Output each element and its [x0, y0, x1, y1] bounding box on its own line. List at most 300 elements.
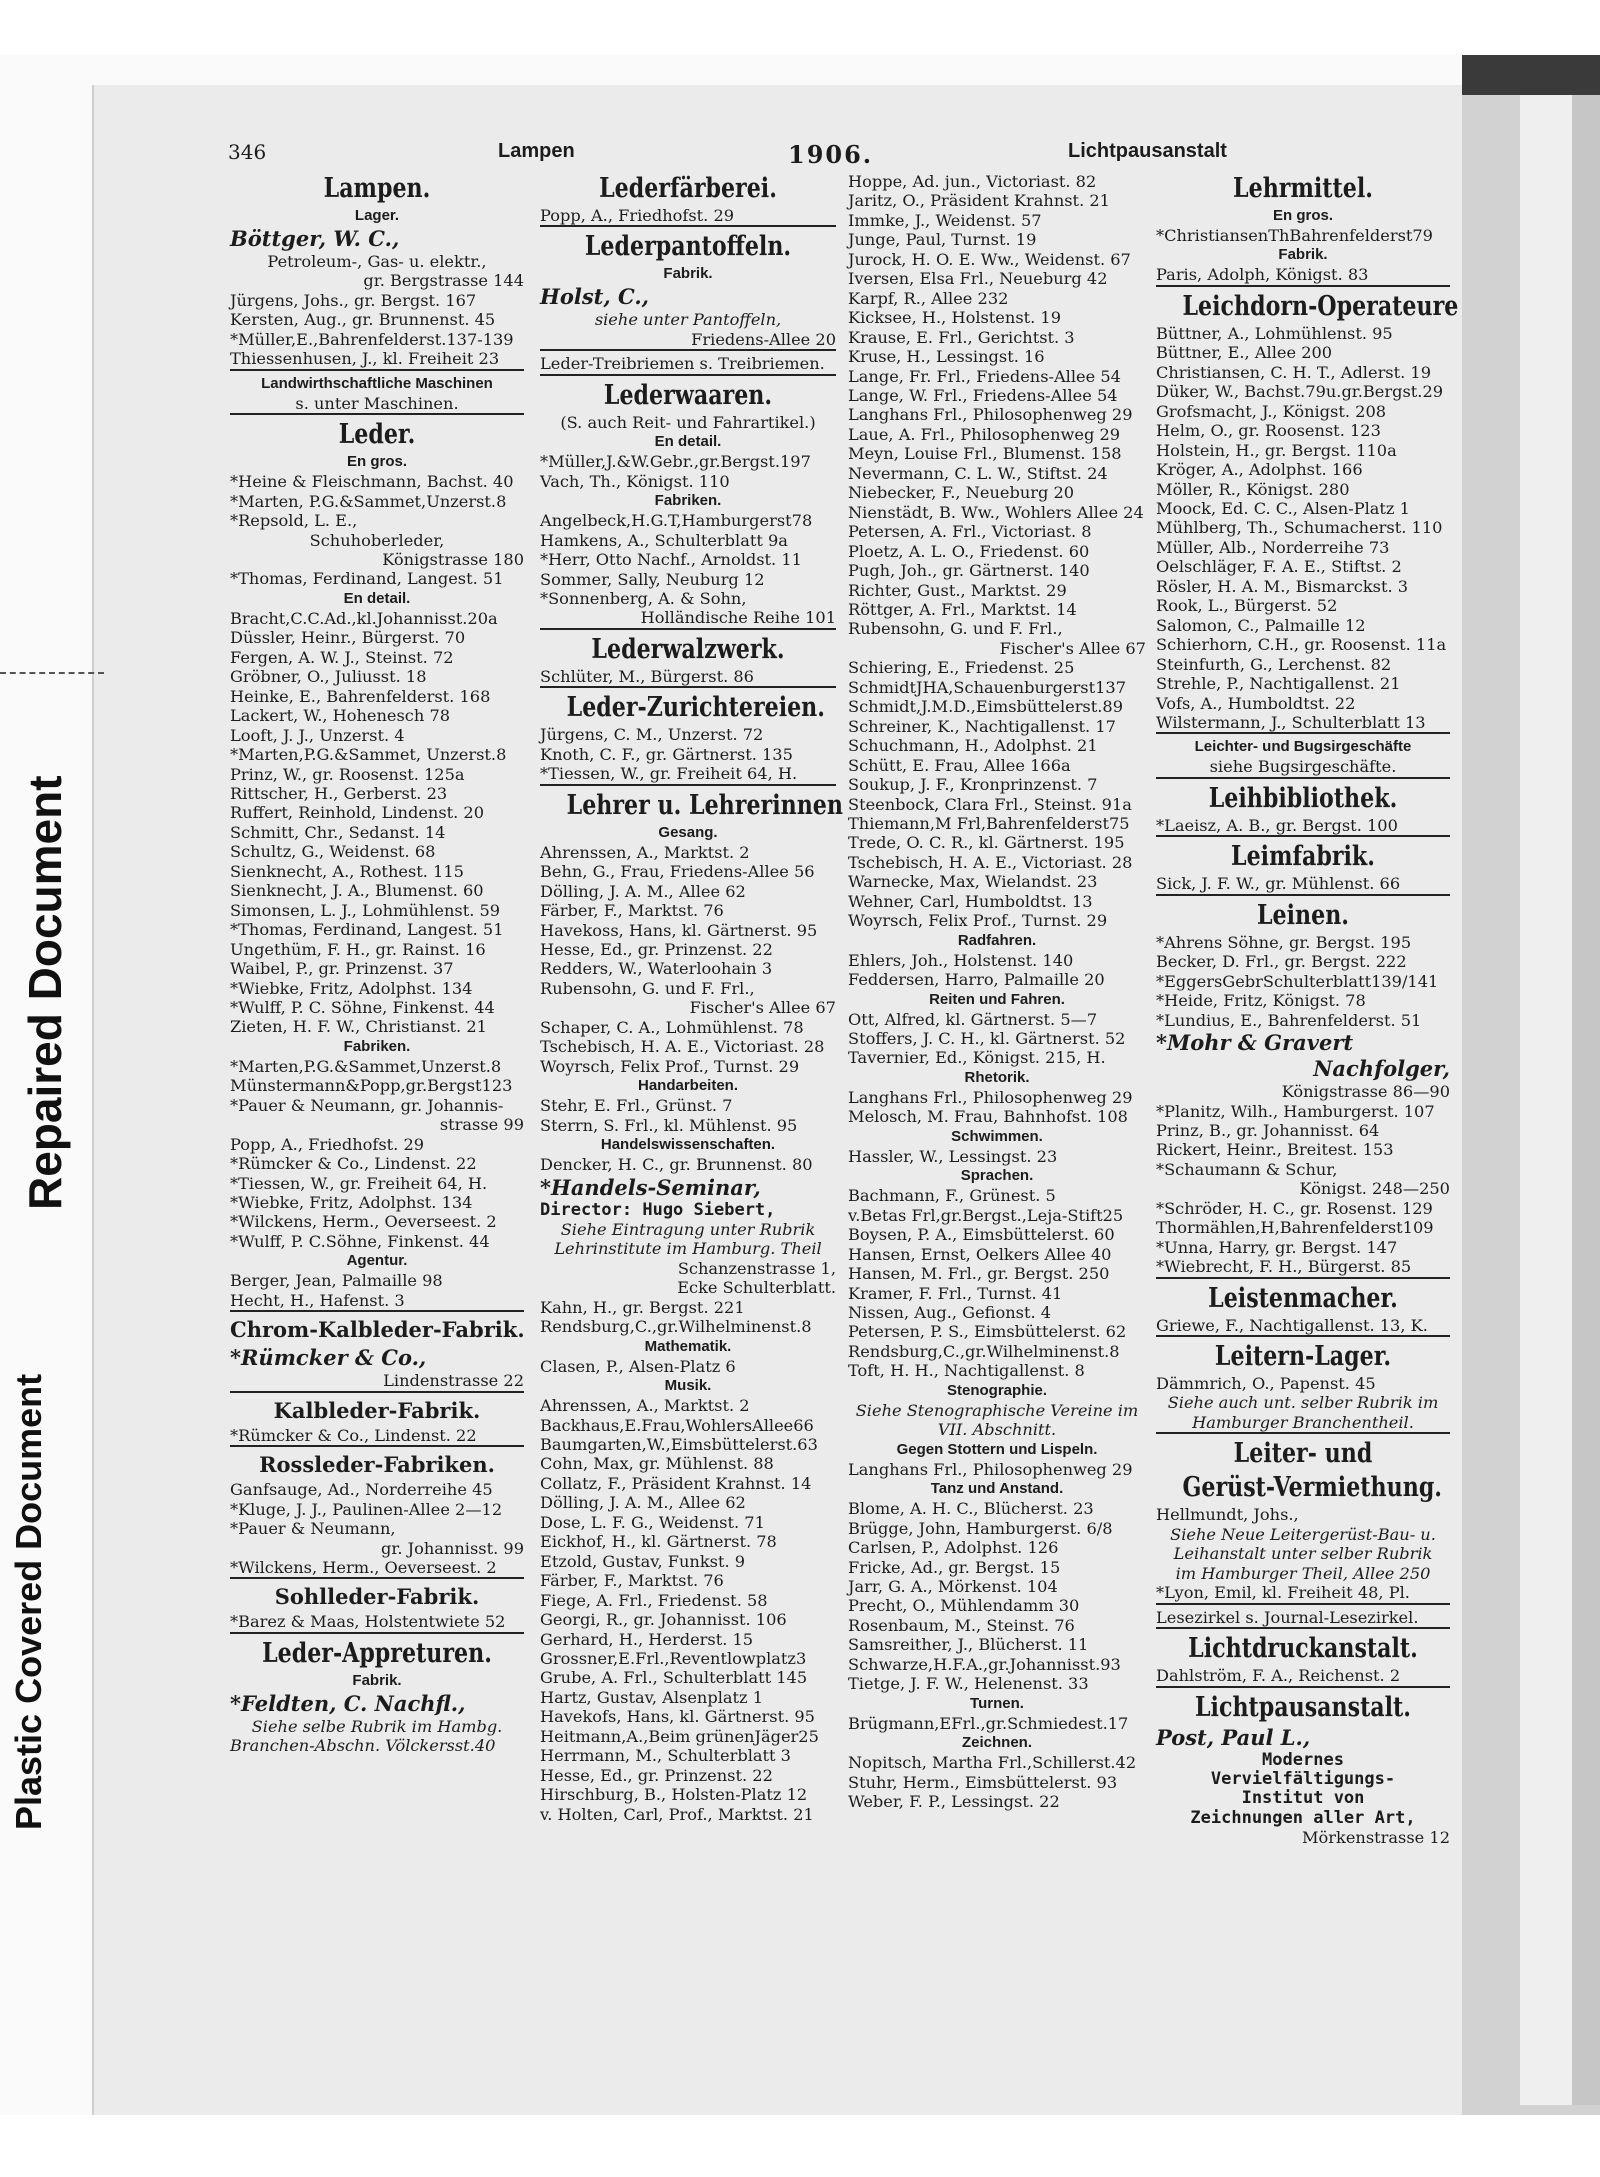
entry-line: Röttger, A. Frl., Marktst. 14 — [848, 599, 1077, 619]
entry-line: Eickhof, H., kl. Gärtnerst. 78 — [540, 1532, 777, 1552]
section-heading: Lederwalzwerk. — [591, 633, 785, 665]
entry-line: Fischer's Allee 67 — [999, 638, 1146, 658]
entry-line: Redders, W., Waterloohain 3 — [540, 959, 773, 979]
section-heading: Lederwaaren. — [603, 379, 773, 411]
entry-line: Immke, J., Weidenst. 57 — [848, 210, 1042, 230]
entry-line: Büttner, A., Lohmühlenst. 95 — [1156, 323, 1393, 343]
entry-line: Schaper, C. A., Lohmühlenst. 78 — [540, 1017, 804, 1037]
entry-line: Dölling, J. A. M., Allee 62 — [540, 881, 746, 901]
entry-line: Clasen, P., Alsen-Platz 6 — [540, 1356, 736, 1376]
subsection-heading: En gros. — [346, 453, 407, 471]
entry-line: Boysen, P. A., Eimsbüttelerst. 60 — [848, 1225, 1115, 1245]
entry-line: Krause, E. Frl., Gerichtst. 3 — [848, 327, 1075, 347]
entry-line: Kahn, H., gr. Bergst. 221 — [540, 1297, 745, 1317]
entry-line: *Ahrens Söhne, gr. Bergst. 195 — [1156, 932, 1412, 952]
entry-line: Moock, Ed. C. C., Alsen-Platz 1 — [1156, 498, 1410, 518]
entry-line: *Wiebke, Fritz, Adolphst. 134 — [230, 978, 473, 998]
entry-line: Georgi, R., gr. Johannisst. 106 — [540, 1610, 787, 1630]
subsection-heading: Musik. — [664, 1377, 712, 1395]
subsection-heading: Mathematik. — [644, 1337, 732, 1355]
entry-line: Dose, L. F. G., Weidenst. 71 — [540, 1512, 765, 1532]
plastic-covered-label: Plastic Covered Document — [8, 1373, 49, 1830]
subsection-heading: Sprachen. — [960, 1167, 1034, 1185]
entry-line: Rosenbaum, M., Steinst. 76 — [848, 1615, 1075, 1635]
entry-line: Ott, Alfred, kl. Gärtnerst. 5—7 — [848, 1009, 1098, 1029]
entry-line: Cohn, Max, gr. Mühlenst. 88 — [540, 1454, 774, 1474]
entry-line: Becker, D. Frl., gr. Bergst. 222 — [1156, 952, 1407, 972]
entry-line: *Laeisz, A. B., gr. Bergst. 100 — [1156, 816, 1450, 837]
entry-line: Büttner, E., Allee 200 — [1156, 343, 1333, 363]
entry-line: Schiering, E., Friedenst. 25 — [848, 658, 1075, 678]
entry-line: Grube, A. Frl., Schulterblatt 145 — [540, 1668, 808, 1688]
subsection-heading: Handarbeiten. — [637, 1077, 739, 1095]
section-heading: Leihbibliothek. — [1208, 782, 1398, 814]
advertisement-line: Holst, C., — [540, 284, 649, 310]
entry-line: Mühlberg, Th., Schumacherst. 110 — [1156, 518, 1443, 538]
entry-line: Kröger, A., Adolphst. 166 — [1156, 460, 1363, 480]
subsection-heading: Fabrik. — [352, 1671, 402, 1689]
entry-line: Siehe Eintragung unter Rubrik — [560, 1219, 816, 1239]
entry-line: Havekofs, Hans, kl. Gärtnerst. 95 — [540, 1707, 815, 1727]
entry-line: Wilstermann, J., Schulterblatt 13 — [1156, 713, 1450, 734]
entry-line: Königst. 248—250 — [1299, 1179, 1450, 1199]
entry-line: Herrmann, M., Schulterblatt 3 — [540, 1746, 791, 1766]
entry-line: Leihanstalt unter selber Rubrik — [1173, 1544, 1433, 1564]
entry-line: Siehe auch unt. selber Rubrik im — [1167, 1393, 1439, 1413]
entry-line: Gerhard, H., Herderst. 15 — [540, 1629, 754, 1649]
entry-line: Grossner,E.Frl.,Reventlowplatz3 — [540, 1649, 807, 1669]
entry-line: *Rümcker & Co., Lindenst. 22 — [230, 1154, 477, 1174]
entry-line: Heitmann,A.,Beim grünenJäger25 — [540, 1726, 819, 1746]
entry-line: Simonsen, L. J., Lohmühlenst. 59 — [230, 900, 501, 920]
section-heading: Lederpantoffeln. — [584, 231, 792, 263]
entry-line: Hirschburg, B., Holsten-Platz 12 — [540, 1785, 808, 1805]
entry-line: Schreiner, K., Nachtigallenst. 17 — [848, 716, 1116, 736]
entry-line: Laue, A. Frl., Philosophenweg 29 — [848, 424, 1121, 444]
entry-line: Brügge, John, Hamburgerst. 6/8 — [848, 1518, 1113, 1538]
entry-line: Hesse, Ed., gr. Prinzenst. 22 — [540, 1765, 773, 1785]
entry-line: Behn, G., Frau, Friedens-Allee 56 — [540, 862, 815, 882]
entry-line: Salomon, C., Palmaille 12 — [1156, 615, 1366, 635]
advertisement-line: Director: Hugo Siebert, — [540, 1199, 776, 1220]
entry-line: strasse 99 — [439, 1115, 524, 1135]
entry-line: Rubensohn, G. und F. Frl., — [540, 978, 755, 998]
entry-line: Jurock, H. O. E. Ww., Weidenst. 67 — [848, 249, 1131, 269]
binding-corner — [1462, 55, 1600, 95]
entry-line: *EggersGebrSchulterblatt139/141 — [1156, 971, 1439, 991]
section-heading: Lederfärberei. — [599, 173, 777, 204]
entry-line: Kersten, Aug., gr. Brunnenst. 45 — [230, 310, 496, 330]
entry-line: Ahrenssen, A., Marktst. 2 — [540, 1396, 750, 1416]
entry-line: Dölling, J. A. M., Allee 62 — [540, 1493, 746, 1513]
entry-line: *Schröder, H. C., gr. Rosenst. 129 — [1156, 1198, 1433, 1218]
entry-line: Stuhr, Herm., Eimsbüttelerst. 93 — [848, 1772, 1118, 1792]
entry-line: Färber, F., Marktst. 76 — [540, 901, 724, 921]
entry-line: Waibel, P., gr. Prinzenst. 37 — [230, 959, 454, 979]
advertisement-line: Böttger, W. C., — [230, 226, 400, 251]
entry-line: Tschebisch, H. A. E., Victoriast. 28 — [848, 852, 1133, 872]
entry-line: Popp, A., Friedhofst. 29 — [540, 206, 836, 227]
entry-line: Rickert, Heinr., Breitest. 153 — [1156, 1140, 1394, 1160]
entry-line: Sienknecht, J. A., Blumenst. 60 — [230, 881, 484, 901]
entry-line: *Schaumann & Schur, — [1156, 1159, 1338, 1179]
entry-line: *Müller,E.,Bahrenfelderst.137-139 — [230, 329, 514, 349]
entry-line: *Marten,P.G.&Sammet, Unzerst.8 — [230, 745, 507, 765]
entry-line: SchmidtJHA,Schauenburgerst137 — [848, 677, 1126, 697]
subsection-heading: En detail. — [654, 433, 722, 451]
subsection-heading: Leichter- und Bugsirgeschäfte — [1194, 738, 1412, 756]
subsection-heading: Fabriken. — [343, 1037, 411, 1055]
subsection-heading: Lager. — [354, 207, 400, 224]
entry-line: Dencker, H. C., gr. Brunnenst. 80 — [540, 1155, 813, 1175]
directory-column-4 — [1156, 172, 1459, 1848]
entry-line: *Wulff, P. C.Söhne, Finkenst. 44 — [230, 1231, 490, 1251]
entry-line: *Thomas, Ferdinand, Langest. 51 — [230, 569, 504, 589]
section-heading: Leder. — [338, 419, 416, 451]
entry-line: Fiege, A. Frl., Friedenst. 58 — [540, 1590, 768, 1610]
entry-line: Zieten, H. F. W., Christianst. 21 — [230, 1017, 487, 1037]
entry-line: v.Betas Frl,gr.Bergst.,Leja-Stift25 — [848, 1205, 1124, 1225]
entry-line: Schmidt,J.M.D.,Eimsbüttelerst.89 — [848, 697, 1123, 717]
entry-line: Schütt, E. Frau, Allee 166a — [848, 755, 1071, 775]
entry-line: *Lundius, E., Bahrenfelderst. 51 — [1156, 1010, 1422, 1030]
section-heading: Gerüst-Vermiethung. — [1182, 1472, 1443, 1504]
entry-line: Stehr, E. Frl., Grünst. 7 — [540, 1096, 733, 1116]
entry-line: Branchen-Abschn. Völckersst.40 — [230, 1736, 496, 1756]
entry-line: *Wiebke, Fritz, Adolphst. 134 — [230, 1193, 473, 1213]
entry-line: *Herr, Otto Nachf., Arnoldst. 11 — [540, 550, 802, 570]
entry-line: *Heide, Fritz, Königst. 78 — [1156, 991, 1366, 1011]
entry-line: Precht, O., Mühlendamm 30 — [848, 1596, 1080, 1616]
entry-line: Hamkens, A., Schulterblatt 9a — [540, 530, 788, 550]
subsection-heading: Gegen Stottern und Lispeln. — [896, 1440, 1098, 1458]
entry-line: Schierhorn, C.H., gr. Roosenst. 11a — [1156, 635, 1447, 655]
entry-line: Nevermann, C. L. W., Stiftst. 24 — [848, 463, 1108, 483]
entry-line: *Marten, P.G.&Sammet,Unzerst.8 — [230, 491, 507, 511]
entry-line: Lehrinstitute im Hamburg. Theil — [554, 1239, 822, 1259]
entry-line: Nissen, Aug., Gefionst. 4 — [848, 1303, 1052, 1323]
subsection-heading: En gros. — [1272, 207, 1333, 224]
entry-line: Ploetz, A. L. O., Friedenst. 60 — [848, 541, 1090, 561]
entry-line: Ehlers, Joh., Holstenst. 140 — [848, 950, 1074, 970]
entry-line: Möller, R., Königst. 280 — [1156, 479, 1350, 499]
entry-line: Sommer, Sally, Neuburg 12 — [540, 569, 765, 589]
entry-line: Woyrsch, Felix Prof., Turnst. 29 — [848, 911, 1108, 931]
entry-line: Tschebisch, H. A. E., Victoriast. 28 — [540, 1037, 825, 1057]
entry-line: Petersen, A. Frl., Victoriast. 8 — [848, 522, 1092, 542]
entry-line: Lackert, W., Hohenesch 78 — [230, 706, 451, 726]
entry-line: *Marten,P.G.&Sammet,Unzerst.8 — [230, 1056, 502, 1076]
entry-line: Lindenstrasse 22 — [230, 1371, 524, 1392]
subsection-heading: Zeichnen. — [961, 1734, 1032, 1752]
binding-inner-strip — [1520, 95, 1572, 2105]
entry-line: Rittscher, H., Gerberst. 23 — [230, 783, 448, 803]
entry-line: Baumgarten,W.,Eimsbüttelerst.63 — [540, 1435, 818, 1455]
entry-line: (S. auch Reit- und Fahrartikel.) — [560, 412, 816, 432]
header-right-keyword: Lichtpausanstalt — [1068, 140, 1227, 162]
entry-line: Richter, Gust., Marktst. 29 — [848, 580, 1067, 600]
entry-line: Ruffert, Reinhold, Lindenst. 20 — [230, 803, 485, 823]
entry-line: Griewe, F., Nachtigallenst. 13, K. — [1156, 1316, 1450, 1337]
entry-line: Dämmrich, O., Papenst. 45 — [1156, 1374, 1376, 1394]
entry-line: *Müller,J.&W.Gebr.,gr.Bergst.197 — [540, 452, 811, 472]
entry-line: Prinz, B., gr. Johannisst. 64 — [1156, 1120, 1380, 1140]
entry-line: *Thomas, Ferdinand, Langest. 51 — [230, 920, 504, 940]
subsection-heading: Gesang. — [658, 823, 718, 841]
entry-line: Pugh, Joh., gr. Gärtnerst. 140 — [848, 561, 1090, 581]
entry-line: Petroleum-, Gas- u. elektr., — [267, 252, 487, 271]
section-heading: Leder-Zurichtereien. — [566, 692, 825, 724]
entry-line: Oelschläger, F. A. E., Stiftst. 2 — [1156, 557, 1402, 577]
entry-line: Langhans Frl., Philosophenweg 29 — [848, 405, 1133, 425]
entry-line: Tietge, J. F. W., Helenenst. 33 — [848, 1674, 1089, 1694]
entry-line: Hoppe, Ad. jun., Victoriast. 82 — [848, 172, 1097, 191]
entry-line: Jarr, G. A., Mörkenst. 104 — [848, 1577, 1058, 1596]
entry-line: *Planitz, Wilh., Hamburgerst. 107 — [1156, 1101, 1435, 1121]
entry-line: Ganfsauge, Ad., Norderreihe 45 — [230, 1480, 493, 1500]
entry-line: Ahrenssen, A., Marktst. 2 — [540, 842, 750, 862]
entry-line: Prinz, W., gr. Roosenst. 125a — [230, 764, 465, 784]
advertisement-line: *Mohr & Gravert — [1156, 1030, 1354, 1056]
directory-column-3 — [848, 172, 1146, 1812]
entry-line: Soukup, J. F., Kronprinzenst. 7 — [848, 775, 1098, 795]
entry-line: *Kluge, J. J., Paulinen-Allee 2—12 — [230, 1499, 503, 1519]
section-heading: Leimfabrik. — [1231, 841, 1375, 873]
subsection-heading: Schwimmen. — [951, 1127, 1043, 1145]
entry-line: Stoffers, J. C. H., kl. Gärtnerst. 52 — [848, 1029, 1126, 1049]
entry-line: Schmitt, Chr., Sedanst. 14 — [230, 822, 446, 842]
entry-line: Düker, W., Bachst.79u.gr.Bergst.29 — [1156, 382, 1444, 402]
directory-column-1 — [230, 172, 524, 1756]
entry-line: Thormählen,H,Bahrenfelderst109 — [1156, 1218, 1434, 1238]
subsection-heading: Turnen. — [970, 1694, 1024, 1712]
subsection-heading: Landwirthschaftliche Maschinen — [261, 374, 493, 392]
section-heading: Leinen. — [1256, 899, 1350, 931]
section-heading: Lampen. — [323, 173, 431, 204]
binding-outer-strip — [1572, 95, 1600, 2105]
section-heading: Leitern-Lager. — [1214, 1341, 1392, 1373]
entry-line: Schwarze,H.F.A.,gr.Johannisst.93 — [848, 1654, 1121, 1674]
entry-line: Mörkenstrasse 12 — [1301, 1828, 1450, 1848]
entry-line: Gröbner, O., Juliusst. 18 — [230, 667, 427, 687]
entry-line: Schlüter, M., Bürgerst. 86 — [540, 667, 836, 688]
entry-line: *Sonnenberg, A. & Sohn, — [540, 588, 747, 608]
entry-line: Woyrsch, Felix Prof., Turnst. 29 — [540, 1056, 800, 1076]
entry-line: Sterrn, S. Frl., kl. Mühlenst. 95 — [540, 1115, 798, 1135]
entry-line: Heinke, E., Bahrenfelderst. 168 — [230, 686, 491, 706]
section-heading: Lehrmittel. — [1233, 173, 1373, 204]
advertisement-line: Zeichnungen aller Art, — [1190, 1807, 1416, 1828]
entry-line: Lesezirkel s. Journal-Lesezirkel. — [1156, 1608, 1450, 1629]
entry-line: *Heine & Fleischmann, Bachst. 40 — [230, 472, 514, 492]
entry-line: Nienstädt, B. Ww., Wohlers Allee 24 — [848, 502, 1144, 522]
entry-line: siehe unter Pantoffeln, — [594, 310, 782, 330]
entry-line: v. Holten, Carl, Prof., Marktst. 21 — [540, 1804, 814, 1824]
entry-line: Havekoss, Hans, kl. Gärtnerst. 95 — [540, 920, 818, 940]
entry-line: Samsreither, J., Blücherst. 11 — [848, 1635, 1089, 1655]
section-heading: Leder-Appreturen. — [262, 1637, 492, 1669]
advertisement-line: Post, Paul L., — [1156, 1724, 1311, 1750]
section-heading: Lichtpausanstalt. — [1194, 1691, 1411, 1723]
entry-line: Feddersen, Harro, Palmaille 20 — [848, 970, 1105, 990]
entry-line: Kramer, F. Frl., Turnst. 41 — [848, 1283, 1063, 1303]
entry-line: *Wiebrecht, F. H., Bürgerst. 85 — [1156, 1257, 1450, 1278]
section-heading: Leistenmacher. — [1208, 1282, 1398, 1314]
entry-line: Hellmundt, Johs., — [1156, 1505, 1299, 1525]
subsection-heading: Fabriken. — [654, 492, 722, 510]
entry-line: *Unna, Harry, gr. Bergst. 147 — [1156, 1237, 1398, 1257]
entry-line: Dahlström, F. A., Reichenst. 2 — [1156, 1666, 1450, 1687]
entry-line: Knoth, C. F., gr. Gärtnerst. 135 — [540, 744, 793, 764]
section-heading: Rossleder-Fabriken. — [259, 1452, 495, 1478]
entry-line: *Barez & Maas, Holstentwiete 52 — [230, 1612, 524, 1633]
entry-line: Sick, J. F. W., gr. Mühlenst. 66 — [1156, 874, 1450, 895]
entry-line: Schultz, G., Weidenst. 68 — [230, 842, 436, 862]
advertisement-line: Modernes — [1262, 1749, 1344, 1770]
advertisement-line: *Feldten, C. Nachfl., — [230, 1690, 466, 1716]
subsection-heading: Radfahren. — [957, 931, 1037, 949]
entry-line: Trede, O. C. R., kl. Gärtnerst. 195 — [848, 833, 1125, 853]
entry-line: Steinfurth, G., Lerchenst. 82 — [1156, 654, 1392, 674]
entry-line: Wehner, Carl, Humboldtst. 13 — [848, 891, 1093, 911]
advertisement-line: *Handels-Seminar, — [540, 1174, 761, 1200]
entry-line: Junge, Paul, Turnst. 19 — [848, 230, 1037, 250]
section-heading: Chrom-Kalbleder-Fabrik. — [230, 1317, 525, 1343]
entry-line: Ecke Schulterblatt. — [677, 1278, 836, 1298]
entry-line: Toft, H. H., Nachtigallenst. 8 — [848, 1361, 1085, 1381]
entry-line: Münstermann&Popp,gr.Bergst123 — [230, 1076, 513, 1096]
entry-line: VII. Abschnitt. — [937, 1420, 1057, 1440]
entry-line: Iversen, Elsa Frl., Neueburg 42 — [848, 269, 1108, 289]
advertisement-line: Vervielfältigungs- — [1210, 1769, 1396, 1790]
section-heading: Leiter- und — [1233, 1438, 1373, 1470]
entry-line: Warnecke, Max, Wielandst. 23 — [848, 872, 1098, 892]
entry-line: Hansen, M. Frl., gr. Bergst. 250 — [848, 1264, 1110, 1284]
entry-line: Strehle, P., Nachtigallenst. 21 — [1156, 674, 1401, 694]
entry-line: Lange, Fr. Frl., Friedens-Allee 54 — [848, 366, 1121, 386]
entry-line: Backhaus,E.Frau,WohlersAllee66 — [540, 1415, 814, 1435]
header-left-keyword: Lampen — [498, 140, 575, 162]
section-heading: Leichdorn-Operateure — [1182, 290, 1459, 322]
entry-line: Nopitsch, Martha Frl.,Schillerst.42 — [848, 1753, 1137, 1773]
entry-line: gr. Johannisst. 99 — [381, 1538, 524, 1558]
entry-line: *Tiessen, W., gr. Freiheit 64, H. — [540, 764, 836, 785]
entry-line: Steenbock, Clara Frl., Steinst. 91a — [848, 794, 1132, 814]
entry-line: Hansen, Ernst, Oelkers Allee 40 — [848, 1244, 1112, 1264]
entry-line: Düssler, Heinr., Bürgerst. 70 — [230, 628, 466, 648]
entry-line: Rösler, H. A. M., Bismarckst. 3 — [1156, 576, 1409, 596]
entry-line: Leder-Treibriemen s. Treibriemen. — [540, 354, 836, 375]
entry-line: *Wilckens, Herm., Oeverseest. 2 — [230, 1558, 524, 1579]
entry-line: Helm, O., gr. Roosenst. 123 — [1156, 421, 1381, 441]
subsection-heading: Handelswissenschaften. — [600, 1136, 776, 1154]
entry-line: Tavernier, Ed., Königst. 215, H. — [848, 1048, 1106, 1068]
entry-line: Schanzenstrasse 1, — [677, 1258, 836, 1278]
entry-line: Carlsen, P., Adolphst. 126 — [848, 1538, 1059, 1558]
entry-line: Jürgens, Johs., gr. Bergst. 167 — [230, 290, 477, 310]
entry-line: Angelbeck,H.G.T,Hamburgerst78 — [540, 511, 813, 531]
entry-line: Kicksee, H., Holstenst. 19 — [848, 308, 1062, 328]
entry-line: Siehe Neue Leitergerüst-Bau- u. — [1170, 1524, 1436, 1544]
subsection-heading: Fabrik. — [1278, 246, 1328, 264]
entry-line: Langhans Frl., Philosophenweg 29 — [848, 1087, 1133, 1107]
entry-line: Petersen, P. S., Eimsbüttelerst. 62 — [848, 1322, 1127, 1342]
entry-line: *Repsold, L. E., — [230, 511, 358, 531]
entry-line: Schuhoberleder, — [309, 530, 445, 550]
entry-line: Rubensohn, G. und F. Frl., — [848, 619, 1063, 639]
entry-line: Etzold, Gustav, Funkst. 9 — [540, 1551, 746, 1571]
entry-line: Karpf, R., Allee 232 — [848, 288, 1009, 308]
entry-line: Niebecker, F., Neueburg 20 — [848, 483, 1075, 503]
entry-line: Weber, F. P., Lessingst. 22 — [848, 1792, 1060, 1812]
entry-line: Hamburger Branchentheil. — [1156, 1413, 1450, 1434]
page-header — [228, 140, 1268, 170]
entry-line: Fergen, A. W. J., Steinst. 72 — [230, 647, 454, 667]
entry-line: Berger, Jean, Palmaille 98 — [230, 1271, 443, 1291]
subsection-heading: En detail. — [343, 589, 411, 607]
entry-line: Popp, A., Friedhofst. 29 — [230, 1134, 425, 1154]
entry-line: Sienknecht, A., Rothest. 115 — [230, 861, 464, 881]
entry-line: Schuchmann, H., Adolphst. 21 — [848, 736, 1098, 756]
entry-line: Friedens-Allee 20 — [540, 330, 836, 351]
entry-line: *Rümcker & Co., Lindenst. 22 — [230, 1426, 524, 1447]
advertisement-line: *Rümcker & Co., — [230, 1345, 427, 1371]
entry-line: *Wilckens, Herm., Oeverseest. 2 — [230, 1212, 497, 1232]
page-number: 346 — [228, 140, 267, 164]
entry-line: Holstein, H., gr. Bergst. 110a — [1156, 440, 1397, 460]
entry-line: *Lyon, Emil, kl. Freiheit 48, Pl. — [1156, 1583, 1450, 1604]
entry-line: Meyn, Louise Frl., Blumenst. 158 — [848, 444, 1122, 464]
subsection-heading: Agentur. — [346, 1252, 408, 1270]
entry-line: s. unter Maschinen. — [230, 394, 524, 415]
entry-line: Hecht, H., Hafenst. 3 — [230, 1291, 524, 1312]
entry-line: Melosch, M. Frau, Bahnhofst. 108 — [848, 1107, 1128, 1127]
entry-line: Holländische Reihe 101 — [540, 608, 836, 629]
entry-line: Blome, A. H. C., Blücherst. 23 — [848, 1499, 1094, 1519]
entry-line: Hesse, Ed., gr. Prinzenst. 22 — [540, 939, 773, 959]
section-heading: Lichtdruckanstalt. — [1188, 1633, 1418, 1665]
advertisement-line: Institut von — [1241, 1788, 1365, 1809]
header-year: 1906. — [788, 140, 874, 169]
subsection-heading: Stenographie. — [946, 1381, 1047, 1399]
entry-line: Jürgens, C. M., Unzerst. 72 — [540, 725, 764, 745]
entry-line: Siehe selbe Rubrik im Hambg. — [251, 1716, 503, 1736]
entry-line: Hassler, W., Lessingst. 23 — [848, 1146, 1058, 1166]
entry-line: Rendsburg,C.,gr.Wilhelminenst.8 — [848, 1341, 1120, 1361]
entry-line: im Hamburger Theil, Allee 250 — [1175, 1563, 1431, 1583]
entry-line: Grofsmacht, J., Königst. 208 — [1156, 401, 1387, 421]
directory-column-2 — [540, 172, 843, 1824]
entry-line: *ChristiansenThBahrenfelderst79 — [1156, 226, 1433, 245]
entry-line: Vach, Th., Königst. 110 — [540, 471, 730, 491]
subsection-heading: Rhetorik. — [964, 1068, 1030, 1086]
subsection-heading: Reiten und Fahren. — [929, 990, 1065, 1008]
section-heading: Kalbleder-Fabrik. — [273, 1397, 481, 1423]
entry-line: Christiansen, C. H. T., Adlerst. 19 — [1156, 362, 1432, 382]
entry-line: Fischer's Allee 67 — [689, 998, 836, 1018]
entry-line: Färber, F., Marktst. 76 — [540, 1571, 724, 1591]
entry-line: Siehe Stenographische Vereine im — [855, 1400, 1139, 1420]
entry-line: Königstrasse 86—90 — [1281, 1082, 1450, 1102]
entry-line: gr. Bergstrasse 144 — [363, 271, 524, 291]
advertisement-line: Nachfolger, — [1313, 1056, 1450, 1082]
entry-line: *Pauer & Neumann, — [230, 1519, 396, 1539]
entry-line: Rendsburg,C.,gr.Wilhelminenst.8 — [540, 1317, 812, 1337]
cut-line — [0, 672, 104, 674]
entry-line: Rook, L., Bürgerst. 52 — [1156, 596, 1338, 616]
entry-line: Lange, W. Frl., Friedens-Allee 54 — [848, 385, 1118, 405]
subsection-heading: Tanz und Anstand. — [930, 1480, 1064, 1498]
